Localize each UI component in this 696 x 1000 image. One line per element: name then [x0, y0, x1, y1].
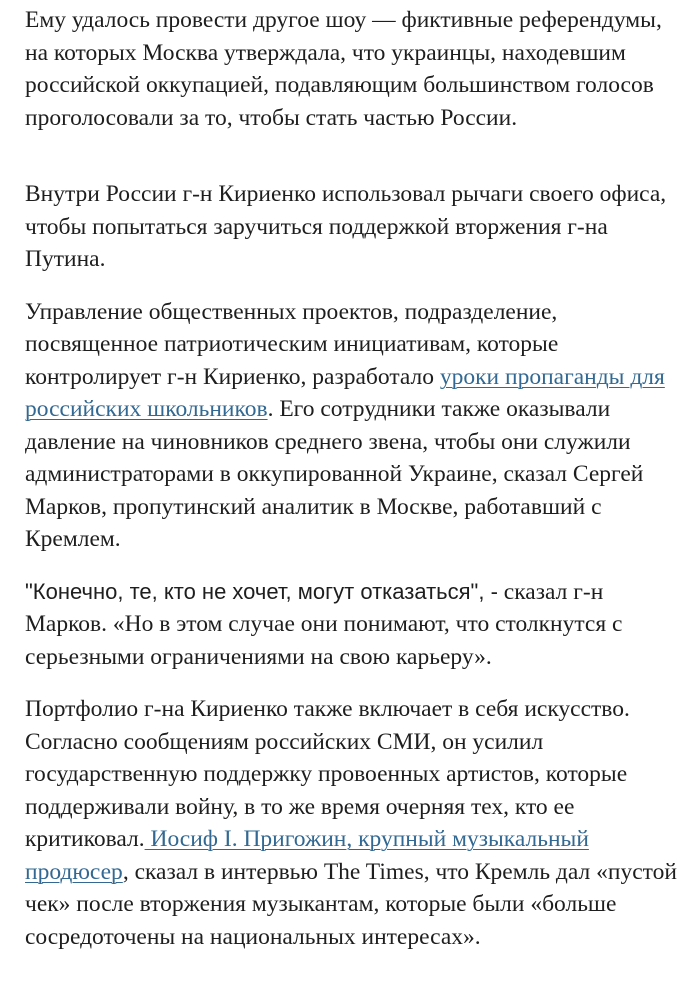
paragraph-art-portfolio: [25, 693, 685, 953]
paragraph-kiriyenko-leverage: Внутри России г-н Кириенко использовал рычаги своего офиса, чтобы попытаться заручиться поддержкой вторжения г-на Путина.: [25, 181, 667, 272]
paragraph-art-portfolio-text-before: Портфолио г-на Кириенко также включает в себя искусство. Согласно сообщениям российских СМИ, он усилил государственную поддержку провоенных артистов, которые поддерживали войну, в то же время очерняя тех, кто ее критиковал.: [25, 696, 630, 852]
markov-quote-sans: "Конечно, те, кто не хочет, могут отказаться", -: [25, 578, 498, 604]
paragraph-art-portfolio-text-after: , сказал в интервью The Times, что Кремль дал «пустой чек» после вторжения музыкантам, которые были «больше сосредоточены на национальных интересах».: [25, 858, 677, 950]
markov-quote-serif: сказал г-н Марков. «Но в этом случае они понимают, что столкнутся с серьезными ограничениями на свою карьеру».: [25, 578, 623, 670]
paragraph-referendums: Ему удалось провести другое шоу — фиктивные референдумы, на которых Москва утверждала, что украинцы, находевшим российской оккупацией, подавляющим большинством голосов проголосовали за то, чтобы стать частью России.: [25, 7, 662, 131]
paragraph-markov-quote: [25, 576, 685, 674]
paragraph-public-projects-text-before: Управление общественных проектов, подразделение, посвященное патриотическим инициативам, которые контролирует г-н Кириенко, разработало: [25, 298, 559, 390]
prigozhin-link[interactable]: Иосиф I. Пригожин, крупный музыкальный продюсер: [25, 826, 589, 885]
paragraph-public-projects-text-after: . Его сотрудники также оказывали давление на чиновников среднего звена, чтобы они служили администраторами в оккупированной Украине, сказал Сергей Марков, пропутинский аналитик в Москве, работавший с Кремлем.: [25, 396, 644, 552]
paragraph-public-projects: [25, 296, 685, 556]
article-body: [25, 4, 685, 953]
propaganda-lessons-link[interactable]: уроки пропаганды для российских школьников: [25, 363, 665, 422]
